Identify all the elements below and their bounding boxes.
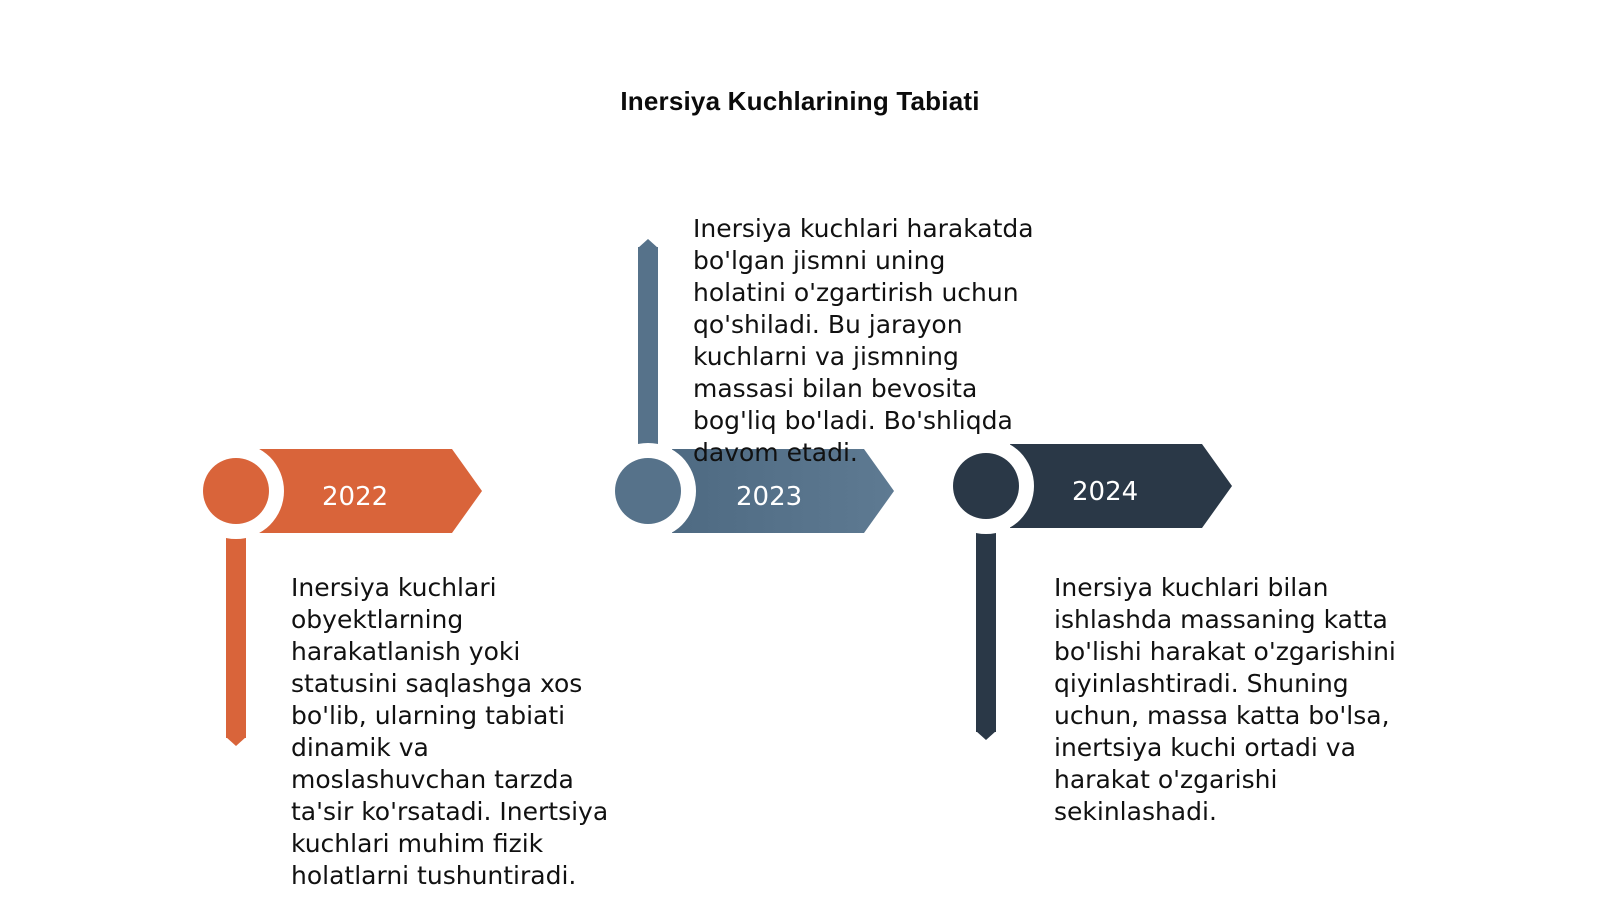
node-2023 — [615, 458, 681, 524]
stem-tip-2023 — [638, 239, 658, 248]
stem-tip-2024 — [976, 731, 996, 740]
stem-2023 — [638, 247, 658, 467]
milestone-2024-description: Inersiya kuchlari bilan ishlashda massaning katta bo'lishi harakat o'zgarishini qiyinlashtiradi. Shuning uchun, massa katta bo'lsa, inertsiya kuchi ortadi va harakat o'zgarishi sekinlashadi. — [1054, 573, 1396, 826]
stem-tip-2022 — [226, 737, 246, 746]
stem-2024 — [976, 516, 996, 732]
year-label-2022: 2022 — [322, 482, 389, 512]
year-label-2024: 2024 — [1072, 477, 1139, 507]
stem-2022 — [226, 520, 246, 738]
milestone-2022-description: Inersiya kuchlari obyektlarning harakatlanish yoki statusini saqlashga xos bo'lib, ularning tabiati dinamik va moslashuvchan tarzda ta'sir ko'rsatadi. Inertsiya kuchlari muhim fizik holatlarni tushuntiradi. — [291, 573, 609, 890]
year-label-2023: 2023 — [736, 482, 803, 512]
milestone-2023-description: Inersiya kuchlari harakatda bo'lgan jismni uning holatini o'zgartirish uchun qo'shiladi. Bu jarayon kuchlarni va jismning massasi bilan bevosita bog'liq bo'ladi. Bo'shliqda davom etadi. — [693, 214, 1034, 467]
slide-title: Inersiya Kuchlarining Tabiati — [620, 86, 980, 116]
node-2022 — [203, 458, 269, 524]
